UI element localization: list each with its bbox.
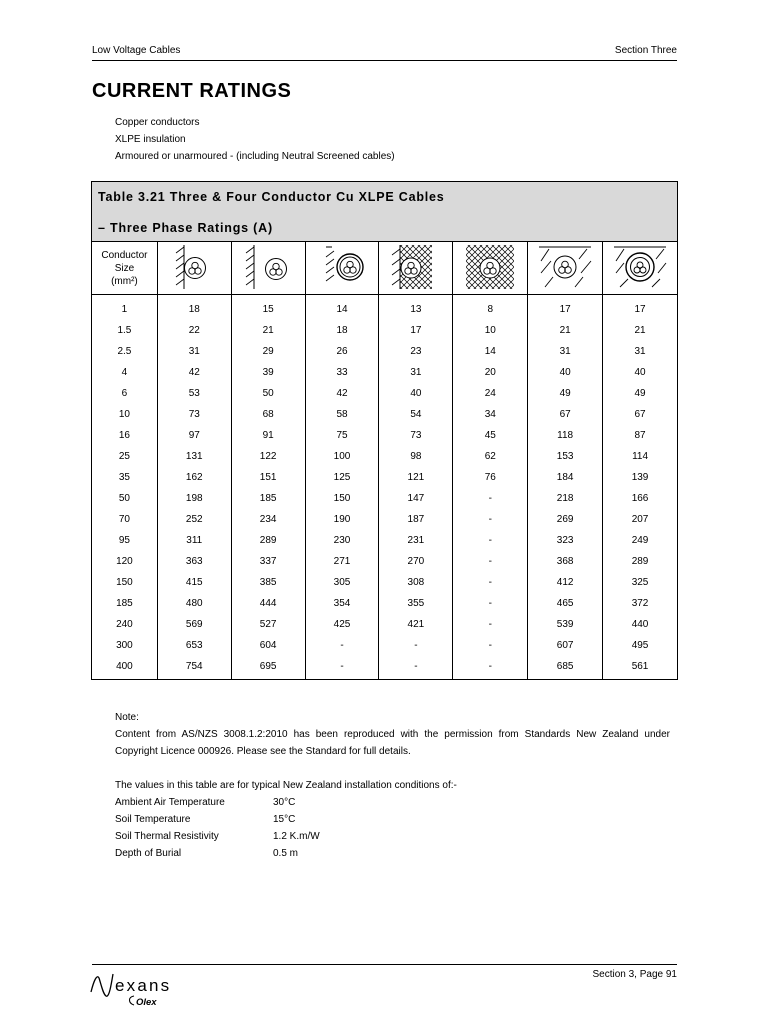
rating-cell: 121 bbox=[379, 467, 453, 488]
conductor-size-cell: 150 bbox=[92, 572, 158, 593]
intro-line: Copper conductors bbox=[115, 117, 200, 128]
rating-cell: 31 bbox=[528, 341, 603, 362]
rating-cell: 21 bbox=[603, 320, 678, 341]
rating-cell: 604 bbox=[231, 635, 305, 656]
rating-cell: 24 bbox=[453, 383, 528, 404]
table-row bbox=[92, 404, 678, 425]
conductor-size-header: Conductor Size (mm²) bbox=[92, 242, 158, 295]
rating-cell: 15 bbox=[231, 295, 305, 321]
note-body: Content from AS/NZS 3008.1.2:2010 has been reproduced with the permission from Standards New Zealand under Copyright Licence 000926. Please see the Standard for full details. bbox=[115, 729, 670, 757]
conductor-size-cell: 185 bbox=[92, 593, 158, 614]
rating-cell: 465 bbox=[528, 593, 603, 614]
rating-cell: 14 bbox=[453, 341, 528, 362]
rating-cell: 62 bbox=[453, 446, 528, 467]
condition-row bbox=[115, 828, 670, 845]
rating-cell: - bbox=[453, 551, 528, 572]
rating-cell: - bbox=[453, 656, 528, 680]
rating-cell: - bbox=[453, 509, 528, 530]
rating-cell: 68 bbox=[231, 404, 305, 425]
rating-cell: 185 bbox=[231, 488, 305, 509]
rating-cell: 539 bbox=[528, 614, 603, 635]
rating-cell: 75 bbox=[305, 425, 379, 446]
condition-value: 30°C bbox=[273, 797, 296, 808]
rating-cell: 17 bbox=[379, 320, 453, 341]
conditions-block bbox=[115, 777, 670, 862]
rating-cell: 289 bbox=[231, 530, 305, 551]
conductor-size-cell: 25 bbox=[92, 446, 158, 467]
rating-cell: 190 bbox=[305, 509, 379, 530]
rating-cell: 269 bbox=[528, 509, 603, 530]
rating-cell: - bbox=[305, 635, 379, 656]
conditions-intro: The values in this table are for typical New Zealand installation conditions of:- bbox=[115, 780, 457, 791]
rating-cell: 39 bbox=[231, 362, 305, 383]
conductor-size-cell: 35 bbox=[92, 467, 158, 488]
rating-cell: 13 bbox=[379, 295, 453, 321]
table-caption bbox=[92, 182, 678, 242]
rating-cell: 29 bbox=[231, 341, 305, 362]
rating-cell: 42 bbox=[305, 383, 379, 404]
rating-cell: 187 bbox=[379, 509, 453, 530]
table-row bbox=[92, 341, 678, 362]
rating-cell: 31 bbox=[157, 341, 231, 362]
rating-cell: 118 bbox=[528, 425, 603, 446]
rating-cell: 58 bbox=[305, 404, 379, 425]
logo-sub-text: Olex bbox=[136, 997, 157, 1008]
condition-value: 1.2 K.m/W bbox=[273, 831, 320, 842]
rating-cell: 218 bbox=[528, 488, 603, 509]
rating-cell: 289 bbox=[603, 551, 678, 572]
table-header-row bbox=[92, 242, 678, 295]
nexans-olex-logo bbox=[88, 964, 198, 1017]
rating-cell: 54 bbox=[379, 404, 453, 425]
rating-cell: - bbox=[379, 656, 453, 680]
condition-row bbox=[115, 794, 670, 811]
conductor-size-cell: 4 bbox=[92, 362, 158, 383]
table-row bbox=[92, 295, 678, 321]
rating-cell: 73 bbox=[379, 425, 453, 446]
condition-value: 0.5 m bbox=[273, 848, 299, 859]
conductor-size-cell: 2.5 bbox=[92, 341, 158, 362]
rating-cell: - bbox=[453, 488, 528, 509]
rating-cell: 100 bbox=[305, 446, 379, 467]
rating-cell: 480 bbox=[157, 593, 231, 614]
conductor-size-cell: 6 bbox=[92, 383, 158, 404]
rating-cell: 45 bbox=[453, 425, 528, 446]
header-right: Section Three bbox=[614, 45, 677, 56]
cable-clipped-to-wall-icon bbox=[157, 242, 231, 295]
rating-cell: 271 bbox=[305, 551, 379, 572]
table-body bbox=[92, 295, 678, 680]
rating-cell: 87 bbox=[603, 425, 678, 446]
rating-cell: 147 bbox=[379, 488, 453, 509]
rating-cell: 308 bbox=[379, 572, 453, 593]
rating-cell: 34 bbox=[453, 404, 528, 425]
rating-cell: 184 bbox=[528, 467, 603, 488]
rating-cell: 131 bbox=[157, 446, 231, 467]
rating-cell: 355 bbox=[379, 593, 453, 614]
rating-cell: 231 bbox=[379, 530, 453, 551]
conductor-size-cell: 300 bbox=[92, 635, 158, 656]
logo-main-text: exans bbox=[115, 976, 172, 995]
rating-cell: 40 bbox=[528, 362, 603, 383]
rating-cell: 31 bbox=[603, 341, 678, 362]
notes-section bbox=[115, 709, 670, 862]
conductor-size-cell: 1 bbox=[92, 295, 158, 321]
table-row bbox=[92, 593, 678, 614]
rating-cell: 21 bbox=[528, 320, 603, 341]
rating-cell: 412 bbox=[528, 572, 603, 593]
rating-cell: 125 bbox=[305, 467, 379, 488]
header-left: Low Voltage Cables bbox=[92, 45, 181, 56]
table-row bbox=[92, 572, 678, 593]
table-row bbox=[92, 362, 678, 383]
rating-cell: 385 bbox=[231, 572, 305, 593]
condition-label: Soil Temperature bbox=[115, 814, 191, 825]
table-row bbox=[92, 320, 678, 341]
rating-cell: 444 bbox=[231, 593, 305, 614]
rating-cell: 695 bbox=[231, 656, 305, 680]
rating-cell: - bbox=[453, 593, 528, 614]
cable-in-underground-duct-icon bbox=[603, 242, 678, 295]
rating-cell: 685 bbox=[528, 656, 603, 680]
conductor-size-cell: 70 bbox=[92, 509, 158, 530]
rating-cell: 42 bbox=[157, 362, 231, 383]
rating-cell: 311 bbox=[157, 530, 231, 551]
rating-cell: 207 bbox=[603, 509, 678, 530]
rating-cell: 325 bbox=[603, 572, 678, 593]
rating-cell: - bbox=[379, 635, 453, 656]
intro-line: Armoured or unarmoured - (including Neutral Screened cables) bbox=[115, 151, 395, 162]
rating-cell: 17 bbox=[603, 295, 678, 321]
table-row bbox=[92, 509, 678, 530]
conductor-size-cell: 95 bbox=[92, 530, 158, 551]
table-row bbox=[92, 530, 678, 551]
rating-cell: - bbox=[453, 530, 528, 551]
rating-cell: 252 bbox=[157, 509, 231, 530]
rating-cell: 67 bbox=[528, 404, 603, 425]
rating-cell: 754 bbox=[157, 656, 231, 680]
rating-cell: 23 bbox=[379, 341, 453, 362]
condition-label: Depth of Burial bbox=[115, 848, 182, 859]
rating-cell: 495 bbox=[603, 635, 678, 656]
rating-cell: 91 bbox=[231, 425, 305, 446]
rating-cell: 20 bbox=[453, 362, 528, 383]
rating-cell: 249 bbox=[603, 530, 678, 551]
rating-cell: 67 bbox=[603, 404, 678, 425]
table-row bbox=[92, 383, 678, 404]
rating-cell: 153 bbox=[528, 446, 603, 467]
conductor-size-cell: 50 bbox=[92, 488, 158, 509]
rating-cell: 653 bbox=[157, 635, 231, 656]
rating-cell: - bbox=[453, 614, 528, 635]
page-number: Section 3, Page 91 bbox=[592, 969, 677, 980]
rating-cell: 114 bbox=[603, 446, 678, 467]
cable-touching-wall-icon bbox=[231, 242, 305, 295]
ratings-table bbox=[91, 181, 678, 680]
rating-cell: 440 bbox=[603, 614, 678, 635]
rating-cell: 569 bbox=[157, 614, 231, 635]
table-row bbox=[92, 467, 678, 488]
rating-cell: - bbox=[305, 656, 379, 680]
rating-cell: 76 bbox=[453, 467, 528, 488]
rating-cell: 270 bbox=[379, 551, 453, 572]
rating-cell: 97 bbox=[157, 425, 231, 446]
rating-cell: 425 bbox=[305, 614, 379, 635]
rating-cell: 415 bbox=[157, 572, 231, 593]
rating-cell: 234 bbox=[231, 509, 305, 530]
rating-cell: - bbox=[453, 635, 528, 656]
rating-cell: 98 bbox=[379, 446, 453, 467]
rating-cell: 40 bbox=[603, 362, 678, 383]
condition-row bbox=[115, 811, 670, 828]
conductor-size-cell: 16 bbox=[92, 425, 158, 446]
rating-cell: 8 bbox=[453, 295, 528, 321]
rating-cell: 49 bbox=[528, 383, 603, 404]
rating-cell: 18 bbox=[305, 320, 379, 341]
table-caption-line2: – Three Phase Ratings (A) bbox=[98, 221, 273, 235]
intro-line: XLPE insulation bbox=[115, 134, 186, 145]
rating-cell: 49 bbox=[603, 383, 678, 404]
rating-cell: 337 bbox=[231, 551, 305, 572]
rating-cell: 139 bbox=[603, 467, 678, 488]
page-header bbox=[92, 44, 677, 61]
cable-spaced-from-wall-icon bbox=[305, 242, 379, 295]
rating-cell: 21 bbox=[231, 320, 305, 341]
rating-cell: 151 bbox=[231, 467, 305, 488]
rating-cell: 368 bbox=[528, 551, 603, 572]
condition-label: Soil Thermal Resistivity bbox=[115, 831, 219, 842]
rating-cell: 53 bbox=[157, 383, 231, 404]
condition-row bbox=[115, 845, 670, 862]
rating-cell: 305 bbox=[305, 572, 379, 593]
rating-cell: 31 bbox=[379, 362, 453, 383]
rating-cell: 421 bbox=[379, 614, 453, 635]
table-caption-line1: Table 3.21 Three & Four Conductor Cu XLPE Cables bbox=[98, 190, 445, 204]
cable-in-thermal-insulation-icon bbox=[379, 242, 453, 295]
table-row bbox=[92, 551, 678, 572]
table-row bbox=[92, 425, 678, 446]
rating-cell: 50 bbox=[231, 383, 305, 404]
intro-list bbox=[115, 114, 395, 165]
rating-cell: 22 bbox=[157, 320, 231, 341]
conductor-size-cell: 120 bbox=[92, 551, 158, 572]
conductor-size-cell: 400 bbox=[92, 656, 158, 680]
rating-cell: 150 bbox=[305, 488, 379, 509]
condition-label: Ambient Air Temperature bbox=[115, 797, 225, 808]
table-row bbox=[92, 635, 678, 656]
cable-buried-direct-icon bbox=[528, 242, 603, 295]
note-heading: Note: bbox=[115, 712, 139, 723]
rating-cell: 18 bbox=[157, 295, 231, 321]
table-row bbox=[92, 614, 678, 635]
rating-cell: 527 bbox=[231, 614, 305, 635]
rating-cell: 561 bbox=[603, 656, 678, 680]
conductor-size-cell: 1.5 bbox=[92, 320, 158, 341]
rating-cell: 26 bbox=[305, 341, 379, 362]
rating-cell: 162 bbox=[157, 467, 231, 488]
rating-cell: 14 bbox=[305, 295, 379, 321]
page-title: CURRENT RATINGS bbox=[92, 80, 292, 102]
rating-cell: - bbox=[453, 572, 528, 593]
conductor-size-cell: 10 bbox=[92, 404, 158, 425]
rating-cell: 363 bbox=[157, 551, 231, 572]
conductor-size-cell: 240 bbox=[92, 614, 158, 635]
rating-cell: 73 bbox=[157, 404, 231, 425]
rating-cell: 122 bbox=[231, 446, 305, 467]
rating-cell: 198 bbox=[157, 488, 231, 509]
table-row bbox=[92, 656, 678, 680]
rating-cell: 230 bbox=[305, 530, 379, 551]
table-row bbox=[92, 488, 678, 509]
table-row bbox=[92, 446, 678, 467]
rating-cell: 40 bbox=[379, 383, 453, 404]
rating-cell: 607 bbox=[528, 635, 603, 656]
rating-cell: 354 bbox=[305, 593, 379, 614]
cable-enclosed-in-insulation-icon bbox=[453, 242, 528, 295]
rating-cell: 323 bbox=[528, 530, 603, 551]
condition-value: 15°C bbox=[273, 814, 296, 825]
rating-cell: 17 bbox=[528, 295, 603, 321]
rating-cell: 10 bbox=[453, 320, 528, 341]
rating-cell: 372 bbox=[603, 593, 678, 614]
rating-cell: 33 bbox=[305, 362, 379, 383]
rating-cell: 166 bbox=[603, 488, 678, 509]
